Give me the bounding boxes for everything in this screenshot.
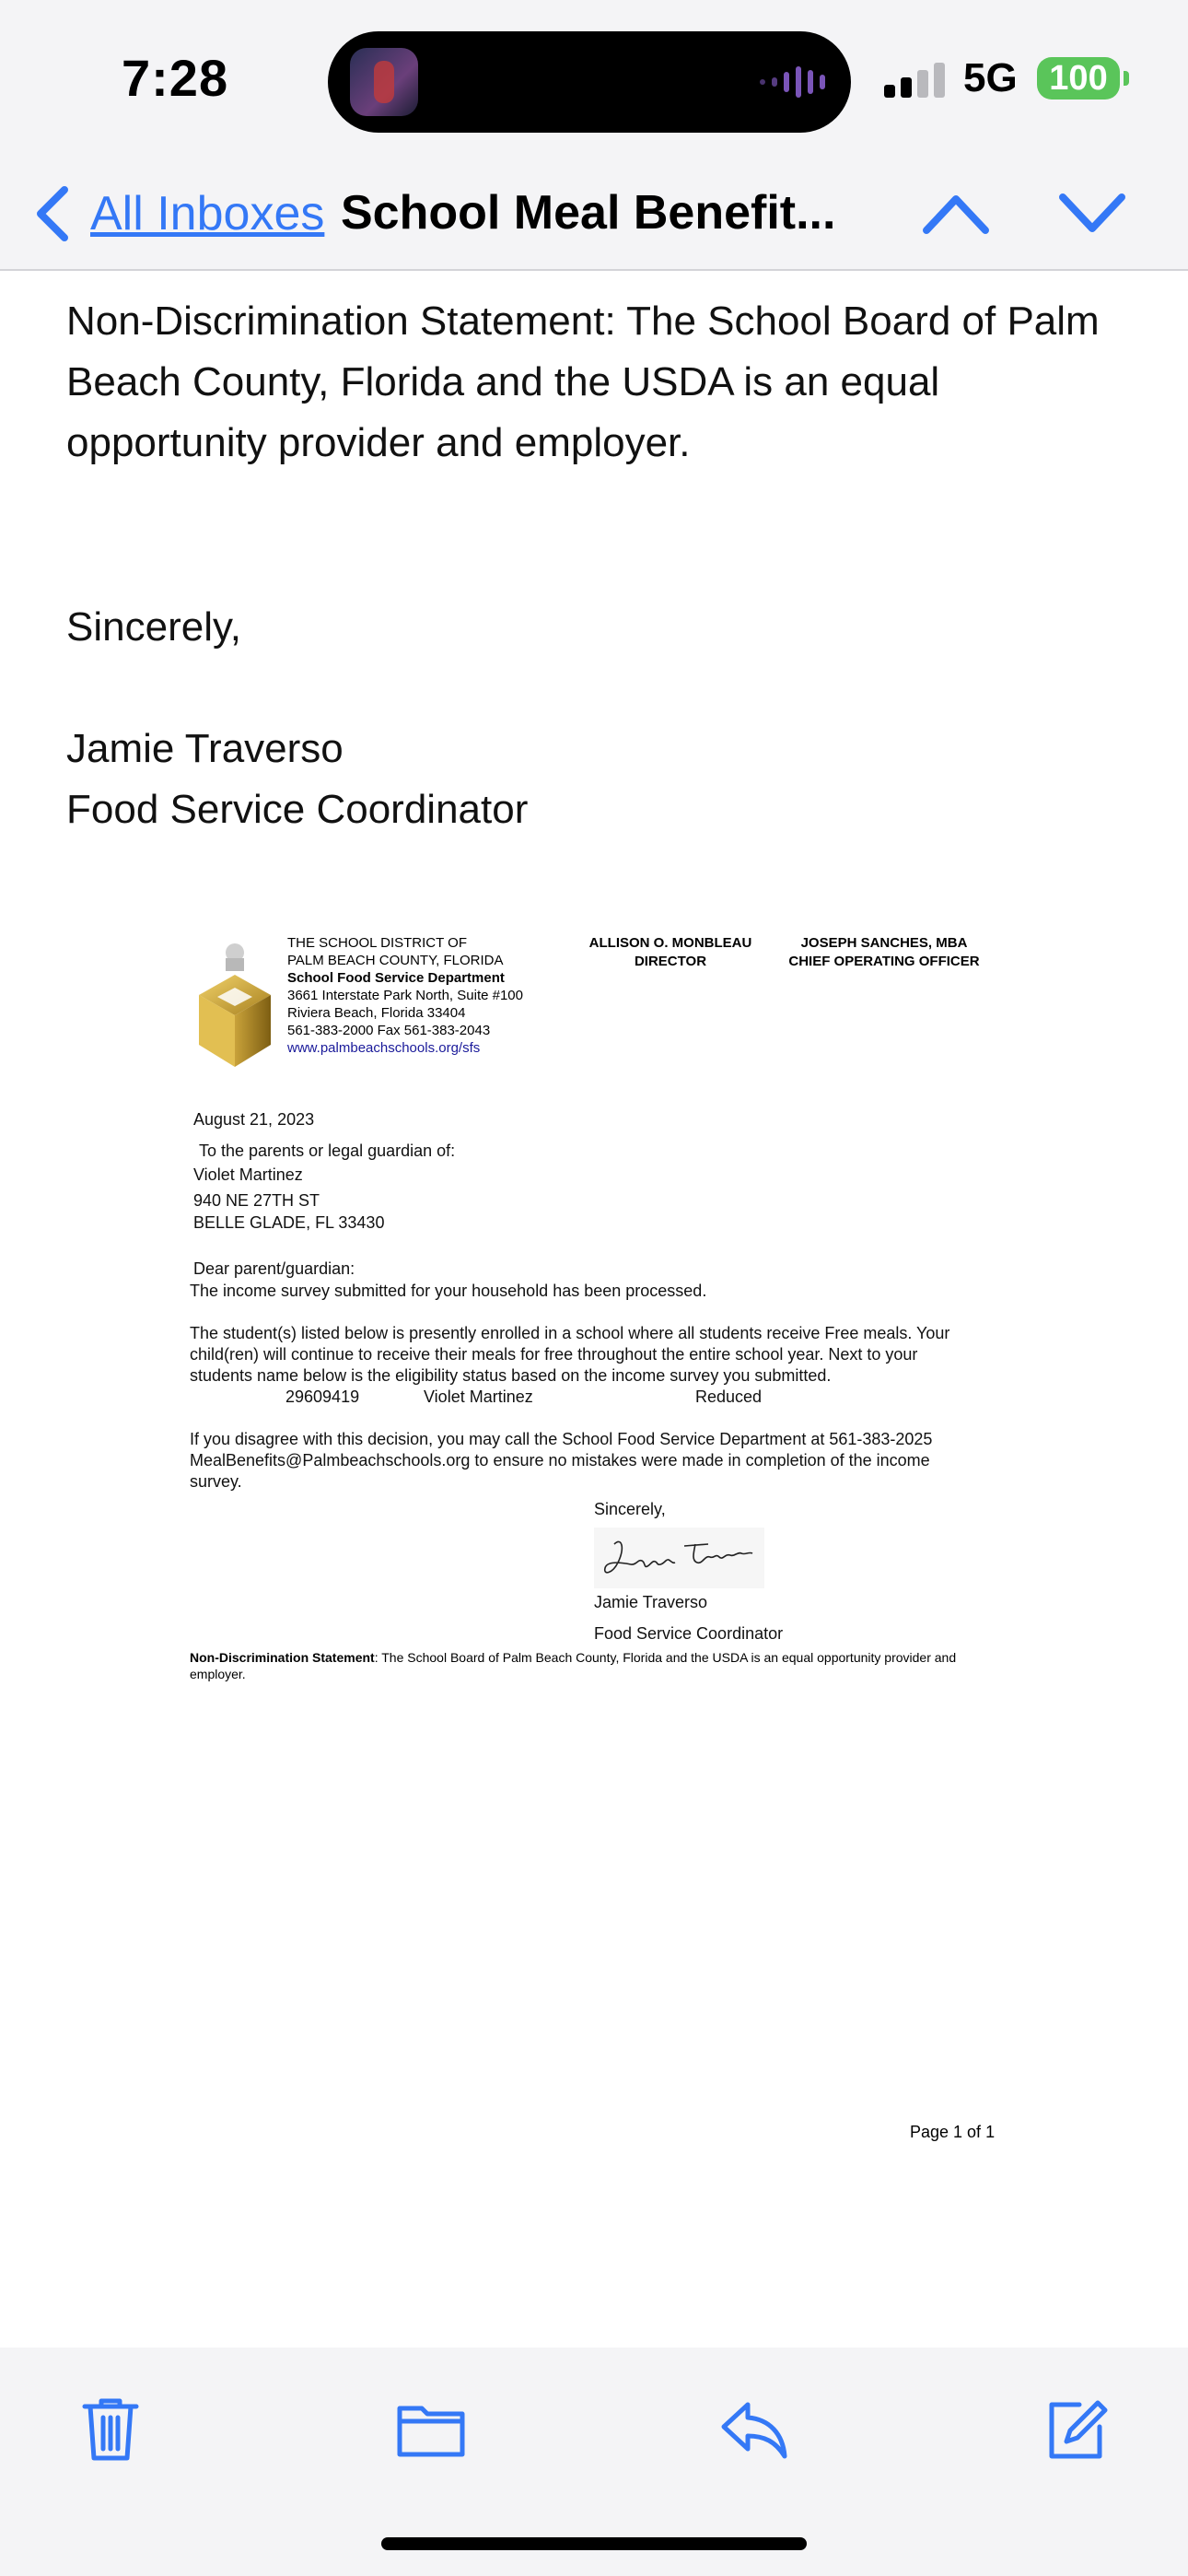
now-playing-artwork[interactable] bbox=[350, 48, 418, 116]
back-label[interactable]: All Inboxes bbox=[90, 187, 325, 240]
non-discrimination-paragraph: Non-Discrimination Statement: The School Board of Palm Beach County, Florida and the USDA is an equal opportunity provider and employer. bbox=[66, 299, 1100, 465]
email-closing: Sincerely, bbox=[66, 604, 241, 650]
letter-paragraph-2-line-1: The student(s) listed below is presently enrolled in a school where all students receive Free meals. Your bbox=[190, 1324, 950, 1342]
reply-icon[interactable] bbox=[716, 2392, 790, 2465]
letter-salutation: Dear parent/guardian: bbox=[193, 1259, 355, 1278]
nds-text: : The School Board of Palm Beach County, Florida and the USDA is an equal opportunity provider and employer. bbox=[190, 1650, 957, 1681]
compose-icon[interactable] bbox=[1039, 2392, 1112, 2465]
student-id: 29609419 bbox=[285, 1388, 360, 1406]
letter-paragraph-3-line-2: MealBenefits@Palmbeachschools.org to ensure no mistakes were made in completion of the income bbox=[190, 1451, 930, 1469]
email-subject-title: School Meal Benefit... bbox=[341, 186, 836, 240]
battery-tip bbox=[1124, 71, 1129, 86]
letter-closing: Sincerely, bbox=[594, 1500, 666, 1518]
back-button[interactable] bbox=[33, 184, 324, 243]
district-website-link[interactable]: www.palmbeachschools.org/sfs bbox=[287, 1040, 481, 1056]
trash-icon[interactable] bbox=[74, 2392, 147, 2465]
status-bar bbox=[0, 0, 1188, 147]
letter-paragraph-3-line-1: If you disagree with this decision, you may call the School Food Service Department at 561-383-2025 bbox=[190, 1430, 933, 1448]
signer-title: Food Service Coordinator bbox=[594, 1624, 784, 1643]
attached-letter bbox=[175, 921, 1004, 2174]
nds-label: Non-Discrimination Statement bbox=[190, 1650, 375, 1665]
home-indicator[interactable] bbox=[381, 2537, 807, 2550]
network-type: 5G bbox=[963, 55, 1018, 100]
folder-icon[interactable] bbox=[394, 2392, 468, 2465]
page-number: Page 1 of 1 bbox=[910, 2123, 996, 2141]
letter-to-line: To the parents or legal guardian of: bbox=[199, 1142, 456, 1160]
student-name: Violet Martinez bbox=[424, 1388, 533, 1406]
navigation-bar bbox=[0, 147, 1188, 271]
recipient-street: 940 NE 27TH ST bbox=[193, 1191, 320, 1210]
letter-paragraph-1: The income survey submitted for your household has been processed. bbox=[190, 1282, 707, 1300]
director-heading: ALLISON O. MONBLEAU DIRECTOR bbox=[588, 935, 752, 969]
district-letterhead: THE SCHOOL DISTRICT OF PALM BEACH COUNTY, FLORIDA School Food Service Department 3661 Interstate Park North, Suite #100 Riviera Beach, Florida 33404 561-383-2000 Fax 561-383-2043 www.palmbeachschools.org/sfs bbox=[287, 935, 523, 1056]
recipient-name: Violet Martinez bbox=[193, 1165, 303, 1184]
school-district-logo bbox=[193, 940, 276, 1069]
letter-paragraph-3-line-3: survey. bbox=[190, 1472, 242, 1491]
handwritten-signature bbox=[594, 1528, 764, 1588]
chevron-up-icon[interactable] bbox=[919, 184, 993, 243]
chevron-left-icon bbox=[33, 184, 74, 243]
eligibility-status: Reduced bbox=[695, 1388, 763, 1406]
sender-title: Food Service Coordinator bbox=[66, 787, 529, 832]
status-time: 7:28 bbox=[122, 49, 229, 107]
letter-non-discrimination-statement bbox=[190, 1649, 1000, 1682]
sender-name: Jamie Traverso bbox=[66, 726, 344, 771]
letter-date: August 21, 2023 bbox=[193, 1110, 315, 1129]
signer-name: Jamie Traverso bbox=[594, 1593, 708, 1611]
cellular-signal-icon bbox=[884, 63, 945, 98]
coo-heading: JOSEPH SANCHES, MBA CHIEF OPERATING OFFICER bbox=[788, 935, 980, 969]
audio-waveform-icon bbox=[760, 66, 825, 98]
letter-paragraph-2-line-2: child(ren) will continue to receive their meals for free throughout the entire school year. Next to your bbox=[190, 1345, 918, 1364]
dynamic-island[interactable] bbox=[328, 31, 851, 133]
letter-paragraph-2-line-3: students name below is the eligibility status based on the income survey you submitted. bbox=[190, 1366, 832, 1385]
chevron-down-icon[interactable] bbox=[1055, 184, 1129, 243]
recipient-city: BELLE GLADE, FL 33430 bbox=[193, 1213, 385, 1232]
battery-indicator: 100 bbox=[1037, 57, 1120, 100]
